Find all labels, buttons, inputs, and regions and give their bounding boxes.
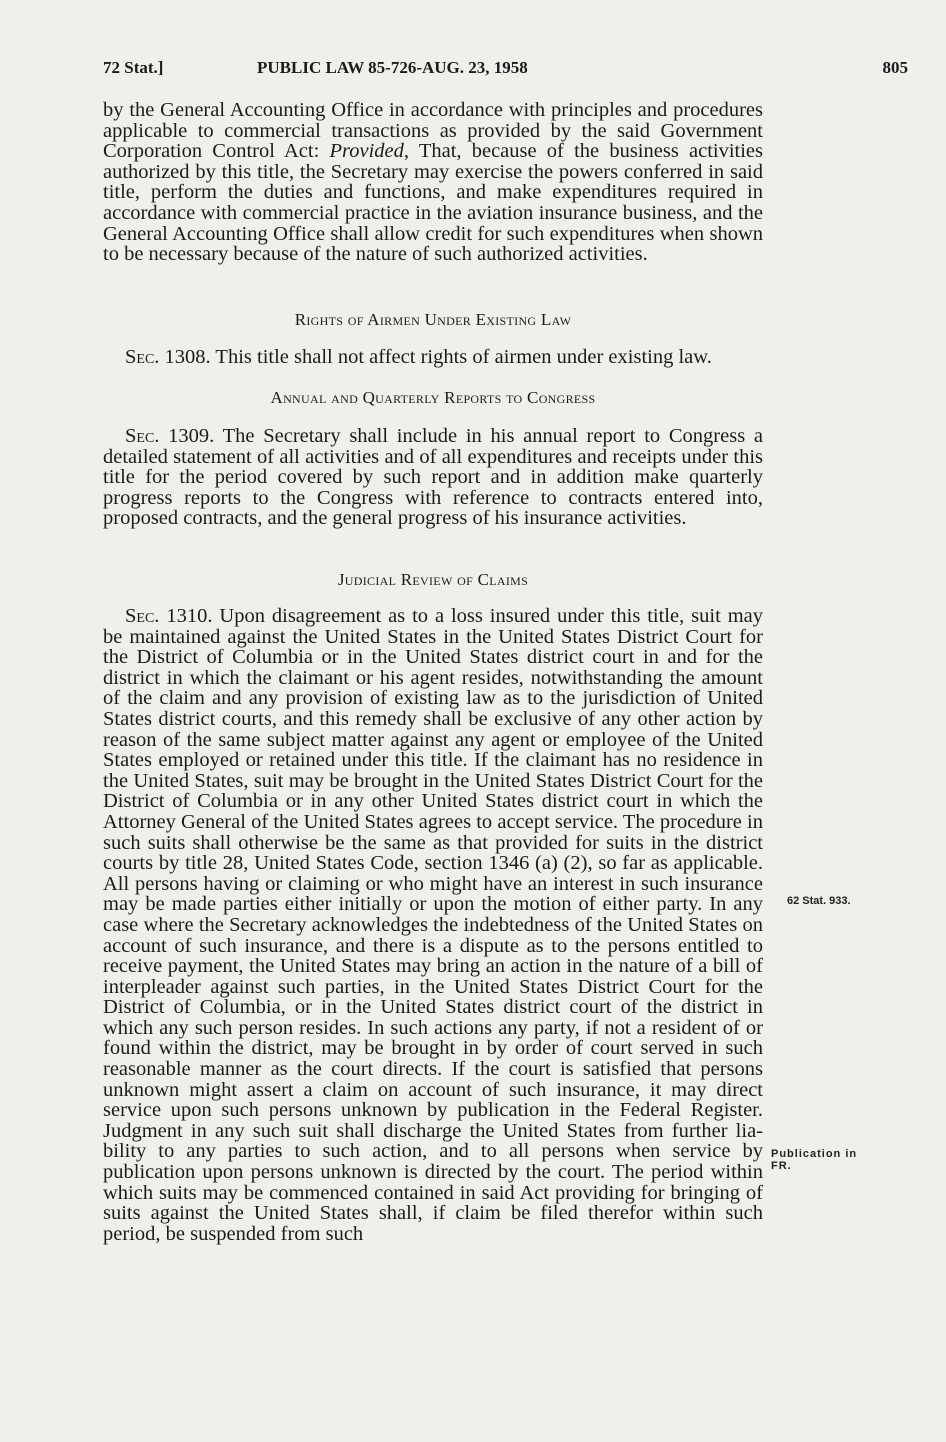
section-1309 <box>103 426 763 529</box>
margin-note-line: FR. <box>771 1160 792 1172</box>
heading-annual-reports: Annual and Quarterly Reports to Congress <box>270 388 596 407</box>
continuation-paragraph <box>103 100 763 265</box>
margin-note-citation: 62 Stat. 933. <box>787 895 851 907</box>
section-text: The Secretary shall include in his annual report to Congress a detailed statement of all activities and of all expenditures and receipts under this title for the period covered by such report and in addition make quarterly progress reports to the Congress with reference to contracts entered into, proposed contracts, and the general progress of his insurance activities. <box>103 425 763 530</box>
continuation-text: by the General Accounting Office in accordance with principles and procedures applicable to commercial transactions as provided by the said Government Corporation Control Act: <box>103 99 763 163</box>
running-header <box>103 58 908 82</box>
proviso-word: Provided <box>329 140 404 163</box>
section-label: Sec. 1310. <box>125 605 213 627</box>
section-1308 <box>103 347 763 368</box>
section-text: This title shall not affect rights of airmen under existing law. <box>210 346 712 368</box>
section-label: Sec. 1308. <box>125 346 211 368</box>
heading-rights-of-airmen: Rights of Airmen Under Existing Law <box>294 310 572 329</box>
heading-judicial-review: Judicial Review of Claims <box>337 570 529 589</box>
margin-note-line: Publication in <box>771 1148 858 1160</box>
section-label: Sec. 1309. <box>125 425 215 447</box>
section-text: Upon disagreement as to a loss insured under this title, suit may be maintained against the United States in the United States District Court for the District of Columbia or in the United States district court in and for the district in which the claimant or his agent resides, notwithstanding the amount of the claim and any provision of existing law as to the jurisdiction of United States district courts, and this remedy shall be exclusive of any other action by reason of the same subject matter against any agent or employee of the United States employed or retained under this title. If the claimant has no residence in the United States, suit may be brought in the United States District Court for the District of Columbia or in any other United States district court in which the Attorney General of the United States agrees to accept service. The procedure in such suits shall otherwise be the same as that provided for suits in the district courts by title 28, United States Code, section 1346 (a) (2), so far as applicable. All persons having or claiming or who might have an interest in such insurance may be made parties either initially or upon the motion of either party. In any case where the Secretary acknowledges the indebtedness of the United States on account of such insurance, and there is a dispute as to the persons entitled to receive payment, the United States may bring an action in the nature of a bill of interpleader against such parties, in the United States District Court for the District of Columbia, or in the United States district court of the district in which any such person resides. In such actions any party, if not a resident of or found within the district, may be brought in by order of court served in such reasonable manner as the court directs. If the court is satisfied that persons unknown might assert a claim on account of such insurance, it may direct service upon such persons unknown by publication in the Federal Register. Judgment in any such suit shall discharge the United States from further liability to any parties to such action, and to all persons when service by publication upon persons unknown is directed by the court. The period within which suits may be commenced contained in said Act providing for bringing of suits against the United States shall, if claim be filed therefor within such period, be suspended from such <box>103 605 763 1245</box>
volume-citation: 72 Stat.] <box>103 58 164 77</box>
law-title: PUBLIC LAW 85-726-AUG. 23, 1958 <box>257 58 528 77</box>
page-number: 805 <box>882 58 908 77</box>
continuation-rest: , That, because of the business activities authorized by this title, the Secretary may exercise the powers conferred in said title, perform the duties and functions, and make expenditures required in accordance with commercial practice in the aviation insurance business, and the General Accounting Office shall allow credit for such expenditures when shown to be necessary because of the nature of such authorized activities. <box>103 140 764 266</box>
section-1310 <box>103 606 763 1244</box>
margin-note-publication <box>771 1148 857 1172</box>
